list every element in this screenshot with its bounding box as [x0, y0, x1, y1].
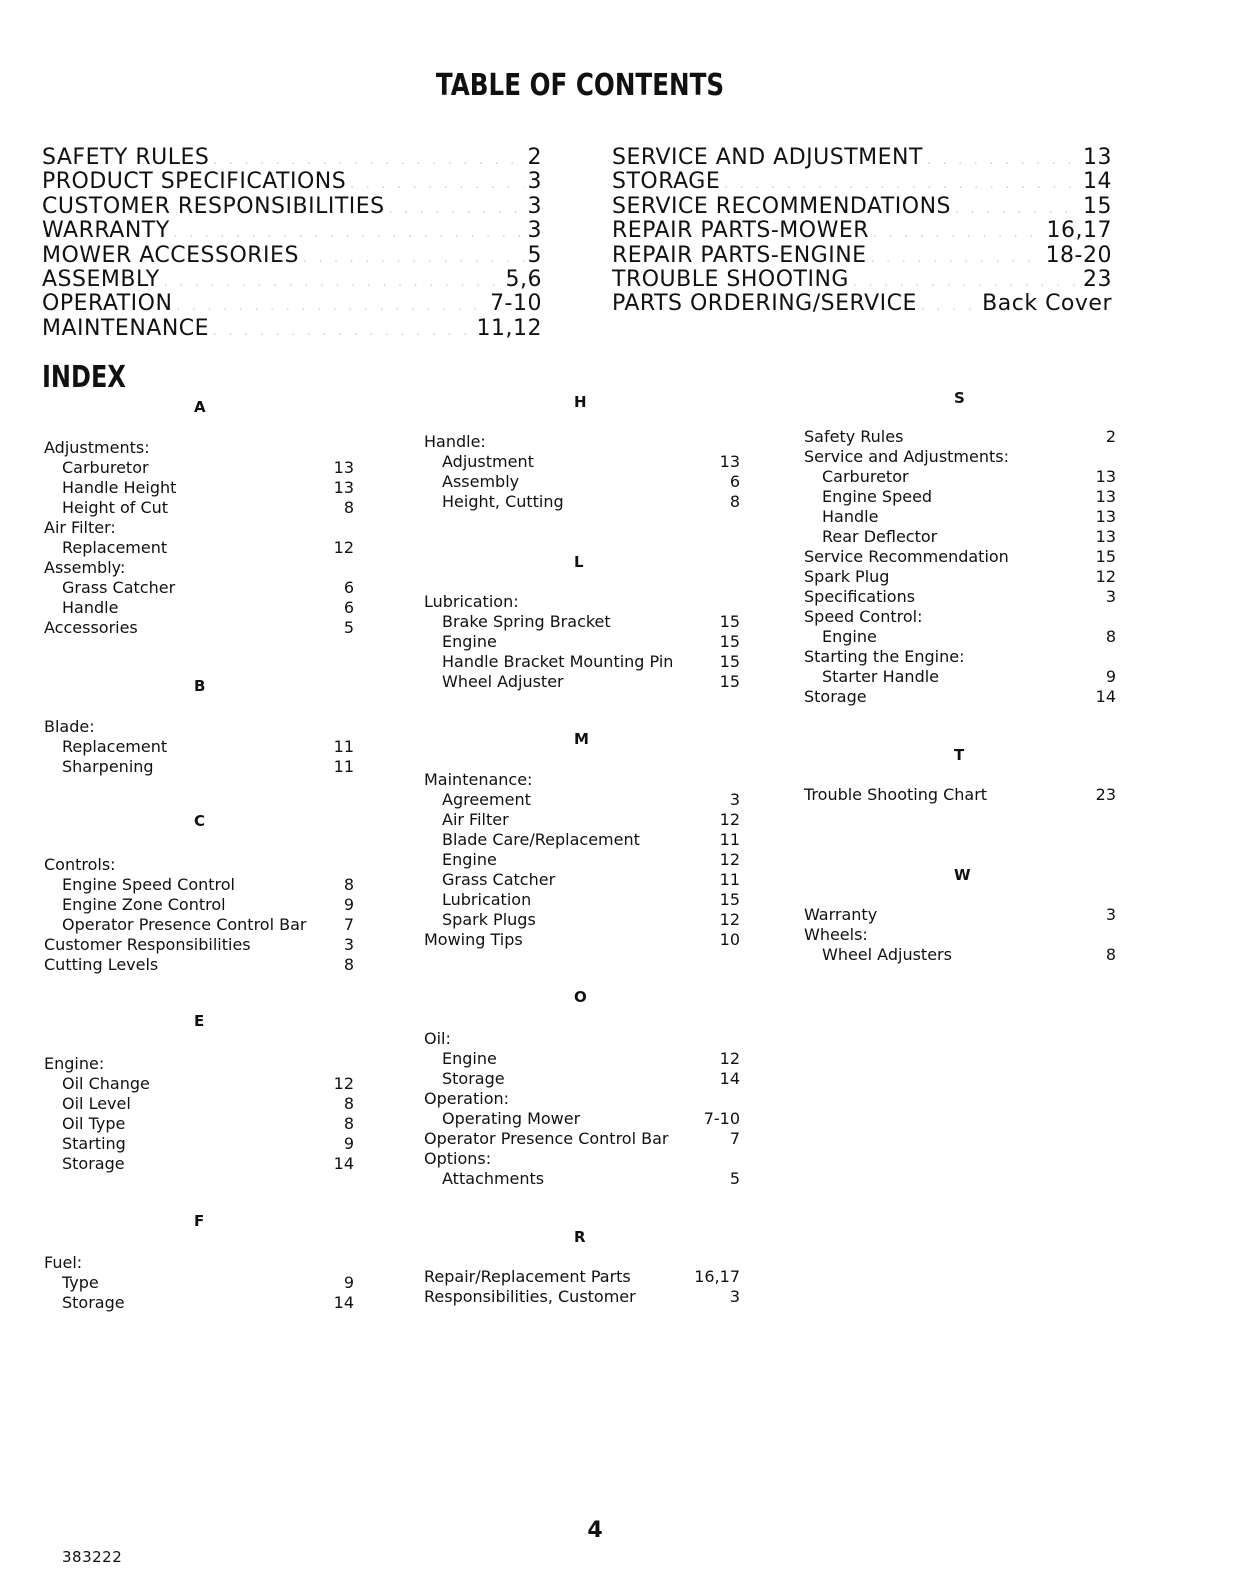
index-entry-text: Lubrication: [442, 890, 532, 909]
toc-entry-label: SERVICE RECOMMENDATIONS: [612, 193, 951, 219]
toc-entry: [612, 291, 1112, 315]
index-entry-text: Blade Care/Replacement: [442, 830, 640, 849]
index-entry-page: 10: [719, 930, 740, 949]
toc-entry-page: 11,12: [476, 315, 542, 341]
index-entry-text: Assembly:: [44, 558, 126, 577]
index-entry: [822, 527, 937, 547]
index-heading: INDEX: [42, 360, 126, 395]
index-entry-text: Service and Adjustments:: [804, 447, 1009, 466]
index-letter-heading: B: [194, 677, 206, 695]
index-entry-text: Air Filter:: [44, 518, 116, 537]
index-entry: [442, 472, 519, 492]
page-title: TABLE OF CONTENTS: [435, 68, 725, 103]
index-letter-heading: C: [194, 812, 206, 830]
toc-entry-label: MOWER ACCESSORIES: [42, 242, 299, 268]
index-entry: [62, 578, 175, 598]
index-entry: [442, 612, 611, 632]
index-entry-page: 3: [729, 790, 740, 809]
index-entry: [62, 737, 167, 757]
index-entry-text: Mowing Tips: [424, 930, 523, 949]
index-entry-text: Brake Spring Bracket: [442, 612, 611, 631]
index-letter-heading: S: [954, 389, 965, 407]
index-entry-page: 12: [1095, 567, 1116, 586]
index-entry-page: 5: [729, 1169, 740, 1188]
index-entry-page: 2: [1105, 427, 1116, 446]
index-entry: [442, 850, 497, 870]
dot-leader: [389, 202, 524, 216]
index-entry: [804, 567, 889, 587]
index-entry: [442, 870, 555, 890]
index-entry: [804, 427, 903, 447]
index-entry-text: Handle:: [424, 432, 486, 451]
index-entry-page: 14: [333, 1154, 354, 1173]
toc-entry: [42, 243, 542, 267]
index-entry: [62, 1273, 99, 1293]
index-entry-page: 5: [343, 618, 354, 637]
index-entry-page: 8: [1105, 627, 1116, 646]
index-entry-page: 8: [1105, 945, 1116, 964]
dot-leader: [174, 226, 524, 240]
index-entry: [804, 607, 922, 627]
dot-leader: [164, 275, 502, 289]
index-entry: [424, 1089, 509, 1109]
toc-left-column: [42, 145, 542, 340]
toc-entry: [42, 194, 542, 218]
index-entry-text: Spark Plugs: [442, 910, 536, 929]
index-entry-text: Storage: [442, 1069, 505, 1088]
index-entry: [424, 1267, 631, 1287]
index-entry-text: Adjustments:: [44, 438, 150, 457]
index-entry-text: Engine: [442, 632, 497, 651]
index-entry: [442, 452, 534, 472]
toc-entry: [612, 169, 1112, 193]
index-entry-text: Height, Cutting: [442, 492, 564, 511]
index-entry-text: Engine:: [44, 1054, 105, 1073]
index-entry-text: Customer Responsibilities: [44, 935, 251, 954]
toc-entry-page: 2: [527, 145, 542, 170]
index-entry-text: Wheel Adjusters: [822, 945, 952, 964]
index-entry: [804, 647, 964, 667]
index-entry: [424, 1287, 636, 1307]
dot-leader: [873, 226, 1042, 240]
index-entry-text: Assembly: [442, 472, 520, 491]
dot-leader: [853, 275, 1079, 289]
index-entry-text: Operation:: [424, 1089, 510, 1108]
index-entry-text: Air Filter: [442, 810, 509, 829]
index-entry: [62, 1154, 125, 1174]
index-entry: [424, 1149, 491, 1169]
index-entry-text: Handle: [822, 507, 879, 526]
index-entry-text: Oil Level: [62, 1094, 131, 1113]
dot-leader: [921, 299, 978, 313]
index-entry-text: Fuel:: [44, 1253, 83, 1272]
index-entry: [442, 632, 497, 652]
index-entry-page: 8: [343, 955, 354, 974]
index-entry: [44, 618, 138, 638]
index-entry-page: 12: [719, 1049, 740, 1068]
index-letter-heading: R: [574, 1228, 586, 1246]
index-entry-page: 15: [719, 890, 740, 909]
index-entry-text: Storage: [804, 687, 867, 706]
index-entry-text: Oil Change: [62, 1074, 150, 1093]
index-letter-heading: O: [574, 988, 587, 1006]
index-entry-page: 14: [1095, 687, 1116, 706]
index-entry: [44, 1054, 104, 1074]
index-entry-page: 8: [343, 875, 354, 894]
dot-leader: [724, 177, 1079, 191]
index-entry-page: 13: [333, 458, 354, 477]
index-entry-text: Grass Catcher: [442, 870, 556, 889]
index-entry-page: 9: [343, 895, 354, 914]
index-entry-page: 9: [1105, 667, 1116, 686]
toc-entry-label: PARTS ORDERING/SERVICE: [612, 291, 917, 317]
index-entry-text: Oil Type: [62, 1114, 126, 1133]
index-entry-page: 3: [729, 1287, 740, 1306]
toc-entry-label: SERVICE AND ADJUSTMENT: [612, 145, 923, 170]
index-entry-page: 15: [719, 652, 740, 671]
toc-entry-label: STORAGE: [612, 169, 721, 195]
index-entry-page: 6: [343, 578, 354, 597]
index-entry-page: 3: [1105, 587, 1116, 606]
index-entry-page: 3: [1105, 905, 1116, 924]
index-entry-page: 8: [343, 1094, 354, 1113]
index-entry: [822, 487, 932, 507]
index-entry: [62, 757, 154, 777]
index-entry-page: 7-10: [703, 1109, 740, 1128]
index-entry-page: 12: [719, 910, 740, 929]
toc-entry-label: ASSEMBLY: [42, 266, 160, 292]
index-entry-page: 15: [719, 632, 740, 651]
toc-entry-page: 18-20: [1045, 242, 1112, 268]
index-entry: [804, 905, 877, 925]
index-entry-text: Spark Plug: [804, 567, 890, 586]
index-entry-text: Engine Zone Control: [62, 895, 226, 914]
index-entry-page: 13: [1095, 467, 1116, 486]
index-entry-text: Accessories: [44, 618, 138, 637]
toc-entry-page: 7-10: [490, 291, 542, 317]
index-entry: [442, 672, 564, 692]
index-entry-page: 12: [719, 850, 740, 869]
index-entry-text: Handle Height: [62, 478, 177, 497]
index-entry-page: 14: [719, 1069, 740, 1088]
index-entry-page: 15: [719, 612, 740, 631]
index-entry-page: 11: [333, 757, 354, 776]
index-entry-text: Type: [62, 1273, 99, 1292]
toc-entry-label: WARRANTY: [42, 218, 170, 244]
toc-entry: [42, 316, 542, 340]
index-entry: [62, 895, 226, 915]
index-letter-heading: M: [574, 730, 589, 748]
toc-entry-page: 3: [527, 218, 542, 244]
index-entry-page: 11: [719, 830, 740, 849]
toc-entry: [42, 145, 542, 169]
index-entry-text: Wheels:: [804, 925, 868, 944]
toc-entry: [612, 267, 1112, 291]
page-number: 4: [587, 1518, 603, 1543]
index-entry: [804, 547, 1009, 567]
index-letter-heading: W: [954, 866, 971, 884]
toc-entry: [612, 243, 1112, 267]
index-entry-page: 3: [343, 935, 354, 954]
index-entry-text: Repair/Replacement Parts: [424, 1267, 631, 1286]
index-entry: [822, 627, 877, 647]
dot-leader: [955, 202, 1079, 216]
index-entry-text: Blade:: [44, 717, 95, 736]
index-entry: [822, 945, 952, 965]
index-letter-heading: L: [574, 553, 584, 571]
toc-entry: [42, 267, 542, 291]
index-entry: [44, 518, 116, 538]
toc-entry-page: 5,6: [505, 266, 542, 292]
index-entry-page: 13: [1095, 507, 1116, 526]
index-entry-text: Attachments: [442, 1169, 545, 1188]
toc-entry-label: SAFETY RULES: [42, 145, 210, 170]
index-entry: [424, 432, 486, 452]
index-entry: [44, 558, 125, 578]
index-entry-text: Replacement: [62, 538, 168, 557]
index-entry: [44, 855, 116, 875]
index-entry-text: Handle Bracket Mounting Pin: [442, 652, 674, 671]
toc-entry-label: TROUBLE SHOOTING: [612, 266, 849, 292]
index-entry: [62, 1094, 131, 1114]
index-entry-text: Operating Mower: [442, 1109, 581, 1128]
toc-entry: [42, 218, 542, 242]
index-entry-page: 6: [343, 598, 354, 617]
index-entry-page: 7: [343, 915, 354, 934]
index-entry: [424, 592, 519, 612]
index-entry: [822, 507, 878, 527]
index-entry-text: Speed Control:: [804, 607, 923, 626]
index-entry-text: Adjustment: [442, 452, 534, 471]
index-entry-page: 11: [333, 737, 354, 756]
toc-entry-page: 13: [1083, 145, 1112, 170]
index-entry-text: Responsibilities, Customer: [424, 1287, 636, 1306]
index-entry: [804, 925, 868, 945]
index-entry-text: Engine: [442, 1049, 497, 1068]
index-entry-text: Specifications: [804, 587, 916, 606]
dot-leader: [303, 251, 524, 265]
toc-entry-label: PRODUCT SPECIFICATIONS: [42, 169, 347, 195]
index-letter-heading: T: [954, 746, 965, 764]
index-entry-page: 8: [343, 498, 354, 517]
toc-entry-page: 15: [1083, 193, 1112, 219]
toc-entry-page: 23: [1083, 266, 1112, 292]
index-entry: [44, 717, 95, 737]
index-entry: [822, 667, 939, 687]
index-entry-text: Oil:: [424, 1029, 451, 1048]
index-entry-page: 12: [719, 810, 740, 829]
index-entry: [44, 955, 158, 975]
index-entry: [804, 447, 1009, 467]
index-entry-text: Warranty: [804, 905, 878, 924]
toc-entry: [612, 194, 1112, 218]
index-entry-page: 13: [1095, 527, 1116, 546]
toc-entry-label: CUSTOMER RESPONSIBILITIES: [42, 193, 385, 219]
index-entry-text: Rear Deflector: [822, 527, 938, 546]
index-entry-text: Wheel Adjuster: [442, 672, 564, 691]
index-entry-text: Lubrication:: [424, 592, 519, 611]
index-letter-heading: E: [194, 1012, 205, 1030]
toc-entry-label: REPAIR PARTS-MOWER: [612, 218, 870, 244]
index-entry-text: Safety Rules: [804, 427, 904, 446]
toc-entry: [42, 169, 542, 193]
index-entry-page: 13: [333, 478, 354, 497]
index-entry: [62, 538, 167, 558]
index-entry-text: Agreement: [442, 790, 531, 809]
index-entry-text: Engine Speed Control: [62, 875, 235, 894]
toc-entry-page: 16,17: [1046, 218, 1112, 244]
dot-leader: [213, 153, 523, 167]
index-entry-page: 16,17: [694, 1267, 740, 1286]
toc-entry-label: MAINTENANCE: [42, 315, 210, 341]
toc-entry-page: Back Cover: [982, 291, 1112, 317]
dot-leader: [176, 299, 486, 313]
toc-entry: [612, 218, 1112, 242]
index-entry-page: 6: [729, 472, 740, 491]
index-entry: [62, 1074, 150, 1094]
toc-entry-page: 14: [1083, 169, 1112, 195]
index-entry: [62, 478, 176, 498]
index-letter-heading: A: [194, 398, 206, 416]
toc-entry-page: 3: [527, 169, 542, 195]
index-entry-text: Starter Handle: [822, 667, 940, 686]
index-entry: [442, 810, 509, 830]
toc-entry: [612, 145, 1112, 169]
index-entry-text: Maintenance:: [424, 770, 533, 789]
index-entry: [424, 1129, 668, 1149]
index-entry-page: 12: [333, 1074, 354, 1093]
index-entry: [442, 910, 536, 930]
index-entry-text: Trouble Shooting Chart: [804, 785, 988, 804]
document-code: 383222: [62, 1548, 123, 1566]
toc-entry-page: 5: [527, 242, 542, 268]
index-entry-page: 8: [343, 1114, 354, 1133]
index-entry-text: Service Recommendation: [804, 547, 1009, 566]
index-entry-text: Storage: [62, 1293, 125, 1312]
index-entry-page: 23: [1095, 785, 1116, 804]
index-entry-text: Grass Catcher: [62, 578, 176, 597]
index-entry-text: Options:: [424, 1149, 492, 1168]
index-entry-text: Operator Presence Control Bar: [424, 1129, 669, 1148]
index-entry-text: Starting the Engine:: [804, 647, 965, 666]
index-entry-text: Height of Cut: [62, 498, 169, 517]
index-entry: [442, 652, 673, 672]
index-entry: [62, 458, 149, 478]
index-entry: [424, 770, 532, 790]
index-entry-page: 15: [1095, 547, 1116, 566]
index-entry: [44, 1253, 82, 1273]
index-entry: [442, 890, 531, 910]
index-entry: [44, 438, 150, 458]
index-entry: [424, 930, 523, 950]
index-entry-text: Carburetor: [822, 467, 909, 486]
dot-leader: [927, 153, 1079, 167]
toc-right-column: [612, 145, 1112, 316]
index-entry-text: Engine: [822, 627, 877, 646]
toc-entry-label: REPAIR PARTS-ENGINE: [612, 242, 867, 268]
index-entry-text: Starting: [62, 1134, 126, 1153]
index-entry: [804, 687, 867, 707]
index-entry-text: Replacement: [62, 737, 168, 756]
index-entry-text: Storage: [62, 1154, 125, 1173]
index-entry-page: 13: [719, 452, 740, 471]
index-entry-page: 9: [343, 1134, 354, 1153]
index-entry-page: 8: [729, 492, 740, 511]
index-entry-text: Sharpening: [62, 757, 154, 776]
index-entry: [62, 498, 168, 518]
index-entry-page: 11: [719, 870, 740, 889]
index-entry: [442, 1109, 580, 1129]
toc-entry-page: 3: [527, 193, 542, 219]
index-entry: [442, 1069, 505, 1089]
toc-entry-label: OPERATION: [42, 291, 173, 317]
index-entry: [442, 1049, 497, 1069]
index-entry-page: 9: [343, 1273, 354, 1292]
index-entry: [442, 790, 531, 810]
index-entry: [424, 1029, 451, 1049]
index-entry: [44, 935, 251, 955]
index-entry-text: Engine Speed: [822, 487, 933, 506]
index-entry-page: 12: [333, 538, 354, 557]
index-entry-text: Carburetor: [62, 458, 149, 477]
index-entry: [62, 1134, 126, 1154]
index-entry: [804, 785, 987, 805]
index-entry-text: Controls:: [44, 855, 116, 874]
index-entry: [62, 875, 235, 895]
index-entry: [62, 915, 306, 935]
index-entry-page: 15: [719, 672, 740, 691]
dot-leader: [871, 251, 1042, 265]
index-entry: [62, 598, 118, 618]
index-letter-heading: H: [574, 393, 587, 411]
index-letter-heading: F: [194, 1212, 205, 1230]
index-entry: [822, 467, 909, 487]
index-entry: [804, 587, 915, 607]
index-entry-text: Handle: [62, 598, 119, 617]
index-entry-text: Engine: [442, 850, 497, 869]
dot-leader: [213, 324, 472, 338]
index-entry-page: 14: [333, 1293, 354, 1312]
index-entry: [442, 830, 640, 850]
dot-leader: [350, 177, 523, 191]
toc-entry: [42, 291, 542, 315]
index-entry-text: Operator Presence Control Bar: [62, 915, 307, 934]
index-entry: [62, 1293, 125, 1313]
index-entry-page: 13: [1095, 487, 1116, 506]
index-entry: [442, 1169, 544, 1189]
index-entry-page: 7: [729, 1129, 740, 1148]
index-entry-text: Cutting Levels: [44, 955, 159, 974]
index-entry: [442, 492, 564, 512]
index-entry: [62, 1114, 125, 1134]
